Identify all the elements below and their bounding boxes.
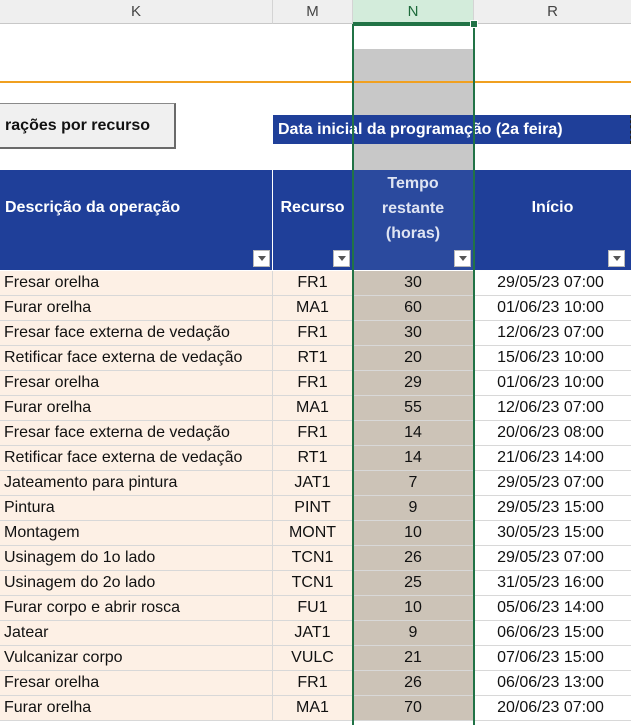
cell-tempo[interactable]: 30 [353, 271, 474, 296]
cell-descricao[interactable]: Furar corpo e abrir rosca [0, 596, 273, 621]
cell-tempo[interactable]: 55 [353, 396, 474, 421]
cell-descricao[interactable]: Furar orelha [0, 296, 273, 321]
filter-cell-tempo [353, 246, 474, 271]
cell-descricao[interactable]: Vulcanizar corpo [0, 646, 273, 671]
table-row [0, 621, 631, 646]
cell-inicio[interactable]: 01/06/23 10:00 [474, 371, 631, 396]
table-row [0, 646, 631, 671]
cell-inicio[interactable]: 01/06/23 10:00 [474, 296, 631, 321]
column-header-r[interactable] [474, 0, 631, 24]
column-header-n-label: N [407, 2, 419, 20]
cell-tempo[interactable]: 10 [353, 521, 474, 546]
gray-fill-cell[interactable] [353, 49, 474, 170]
table-row [0, 521, 631, 546]
cell-descricao[interactable]: Montagem [0, 521, 273, 546]
cell-tempo[interactable]: 7 [353, 471, 474, 496]
table-row [0, 396, 631, 421]
cell-inicio[interactable]: 29/05/23 15:00 [474, 496, 631, 521]
cell-tempo[interactable]: 30 [353, 321, 474, 346]
cell-inicio[interactable]: 06/06/23 15:00 [474, 621, 631, 646]
cell-descricao[interactable]: Fresar orelha [0, 271, 273, 296]
filter-cell-recurso [273, 246, 353, 271]
cell-recurso[interactable]: FR1 [273, 271, 353, 296]
cell-tempo[interactable]: 10 [353, 596, 474, 621]
cell-tempo[interactable]: 60 [353, 296, 474, 321]
cell-recurso[interactable]: RT1 [273, 446, 353, 471]
cell-recurso[interactable]: FR1 [273, 671, 353, 696]
filter-dropdown-icon[interactable] [608, 250, 625, 267]
header-tempo-line3: (horas) [385, 224, 441, 242]
cell-tempo[interactable]: 26 [353, 546, 474, 571]
column-header-m-label: M [306, 3, 319, 20]
filter-dropdown-icon[interactable] [333, 250, 350, 267]
table-row [0, 421, 631, 446]
cell-descricao[interactable]: Fresar face externa de vedação [0, 321, 273, 346]
table-row [0, 496, 631, 521]
cell-tempo[interactable]: 20 [353, 346, 474, 371]
header-recurso-label: Recurso [280, 199, 345, 216]
filter-cell-inicio [474, 246, 631, 271]
cell-inicio[interactable]: 12/06/23 07:00 [474, 321, 631, 346]
table-row [0, 296, 631, 321]
cell-recurso[interactable]: PINT [273, 496, 353, 521]
cell-descricao[interactable]: Jateamento para pintura [0, 471, 273, 496]
cell-descricao[interactable]: Fresar face externa de vedação [0, 421, 273, 446]
selection-fill-handle[interactable] [470, 20, 478, 28]
filter-dropdown-icon[interactable] [253, 250, 270, 267]
cell-inicio[interactable]: 05/06/23 14:00 [474, 596, 631, 621]
table-row [0, 571, 631, 596]
table-row [0, 321, 631, 346]
cell-inicio[interactable]: 29/05/23 07:00 [474, 546, 631, 571]
table-row [0, 596, 631, 621]
cell-descricao[interactable]: Usinagem do 1o lado [0, 546, 273, 571]
start-date-label: Data inicial da programação (2a feira) [278, 120, 563, 138]
table-row [0, 671, 631, 696]
cell-descricao[interactable]: Fresar orelha [0, 371, 273, 396]
cell-recurso[interactable]: TCN1 [273, 571, 353, 596]
cell-inicio[interactable]: 29/05/23 07:00 [474, 471, 631, 496]
cell-descricao[interactable]: Furar orelha [0, 696, 273, 721]
table-row [0, 696, 631, 721]
cell-descricao[interactable]: Fresar orelha [0, 671, 273, 696]
cell-descricao[interactable]: Retificar face externa de vedação [0, 346, 273, 371]
column-header-n[interactable] [353, 0, 474, 24]
filter-cell-descricao [0, 246, 273, 271]
cell-tempo[interactable]: 25 [353, 571, 474, 596]
cell-recurso[interactable]: JAT1 [273, 621, 353, 646]
cell-descricao[interactable]: Usinagem do 2o lado [0, 571, 273, 596]
cell-recurso[interactable]: MA1 [273, 696, 353, 721]
cell-recurso[interactable]: MA1 [273, 296, 353, 321]
cell-tempo[interactable]: 14 [353, 421, 474, 446]
cell-descricao[interactable]: Jatear [0, 621, 273, 646]
cell-recurso[interactable]: VULC [273, 646, 353, 671]
table-row [0, 346, 631, 371]
cell-inicio[interactable]: 29/05/23 07:00 [474, 271, 631, 296]
header-inicio-label: Início [531, 199, 574, 216]
filter-dropdown-icon[interactable] [454, 250, 471, 267]
cell-tempo[interactable]: 9 [353, 621, 474, 646]
cell-inicio[interactable]: 30/05/23 15:00 [474, 521, 631, 546]
cell-inicio[interactable]: 31/05/23 16:00 [474, 571, 631, 596]
cell-recurso[interactable]: FR1 [273, 421, 353, 446]
header-tempo-line1: Tempo [387, 174, 439, 192]
column-header-r-label: R [547, 3, 558, 20]
orange-divider-line [0, 81, 631, 83]
header-tempo-restante[interactable] [353, 170, 474, 246]
cell-inicio[interactable]: 06/06/23 13:00 [474, 671, 631, 696]
table-row [0, 371, 631, 396]
header-inicio[interactable] [474, 170, 631, 246]
column-header-k[interactable] [0, 0, 273, 24]
header-tempo-line2: restante [381, 199, 445, 217]
cell-recurso[interactable]: MONT [273, 521, 353, 546]
cell-recurso[interactable]: FR1 [273, 321, 353, 346]
cell-inicio[interactable]: 20/06/23 08:00 [474, 421, 631, 446]
cell-descricao[interactable]: Furar orelha [0, 396, 273, 421]
cell-inicio[interactable]: 07/06/23 15:00 [474, 646, 631, 671]
cell-inicio[interactable]: 12/06/23 07:00 [474, 396, 631, 421]
header-descricao-label: Descrição da operação [5, 199, 181, 216]
cell-recurso[interactable]: JAT1 [273, 471, 353, 496]
start-date-label-cell[interactable] [273, 115, 631, 144]
cell-recurso[interactable]: RT1 [273, 346, 353, 371]
header-descricao[interactable] [0, 170, 273, 246]
cell-tempo[interactable]: 21 [353, 646, 474, 671]
cell-inicio[interactable]: 21/06/23 14:00 [474, 446, 631, 471]
operations-by-resource-button[interactable] [0, 103, 176, 149]
cell-inicio[interactable]: 20/06/23 07:00 [474, 696, 631, 721]
cell-tempo[interactable]: 26 [353, 671, 474, 696]
cell-tempo[interactable]: 14 [353, 446, 474, 471]
cell-recurso[interactable]: TCN1 [273, 546, 353, 571]
operations-by-resource-label: rações por recurso [5, 116, 150, 134]
cell-tempo[interactable]: 9 [353, 496, 474, 521]
cell-tempo[interactable]: 70 [353, 696, 474, 721]
cell-descricao[interactable]: Pintura [0, 496, 273, 521]
column-header-k-label: K [130, 3, 141, 20]
cell-descricao[interactable]: Retificar face externa de vedação [0, 446, 273, 471]
cell-recurso[interactable]: FU1 [273, 596, 353, 621]
table-row [0, 446, 631, 471]
column-header-m[interactable] [273, 0, 353, 24]
table-row [0, 546, 631, 571]
cell-tempo[interactable]: 29 [353, 371, 474, 396]
cell-inicio[interactable]: 15/06/23 10:00 [474, 346, 631, 371]
cell-recurso[interactable]: FR1 [273, 371, 353, 396]
header-recurso[interactable] [273, 170, 353, 246]
table-row [0, 271, 631, 296]
cell-recurso[interactable]: MA1 [273, 396, 353, 421]
table-row [0, 471, 631, 496]
